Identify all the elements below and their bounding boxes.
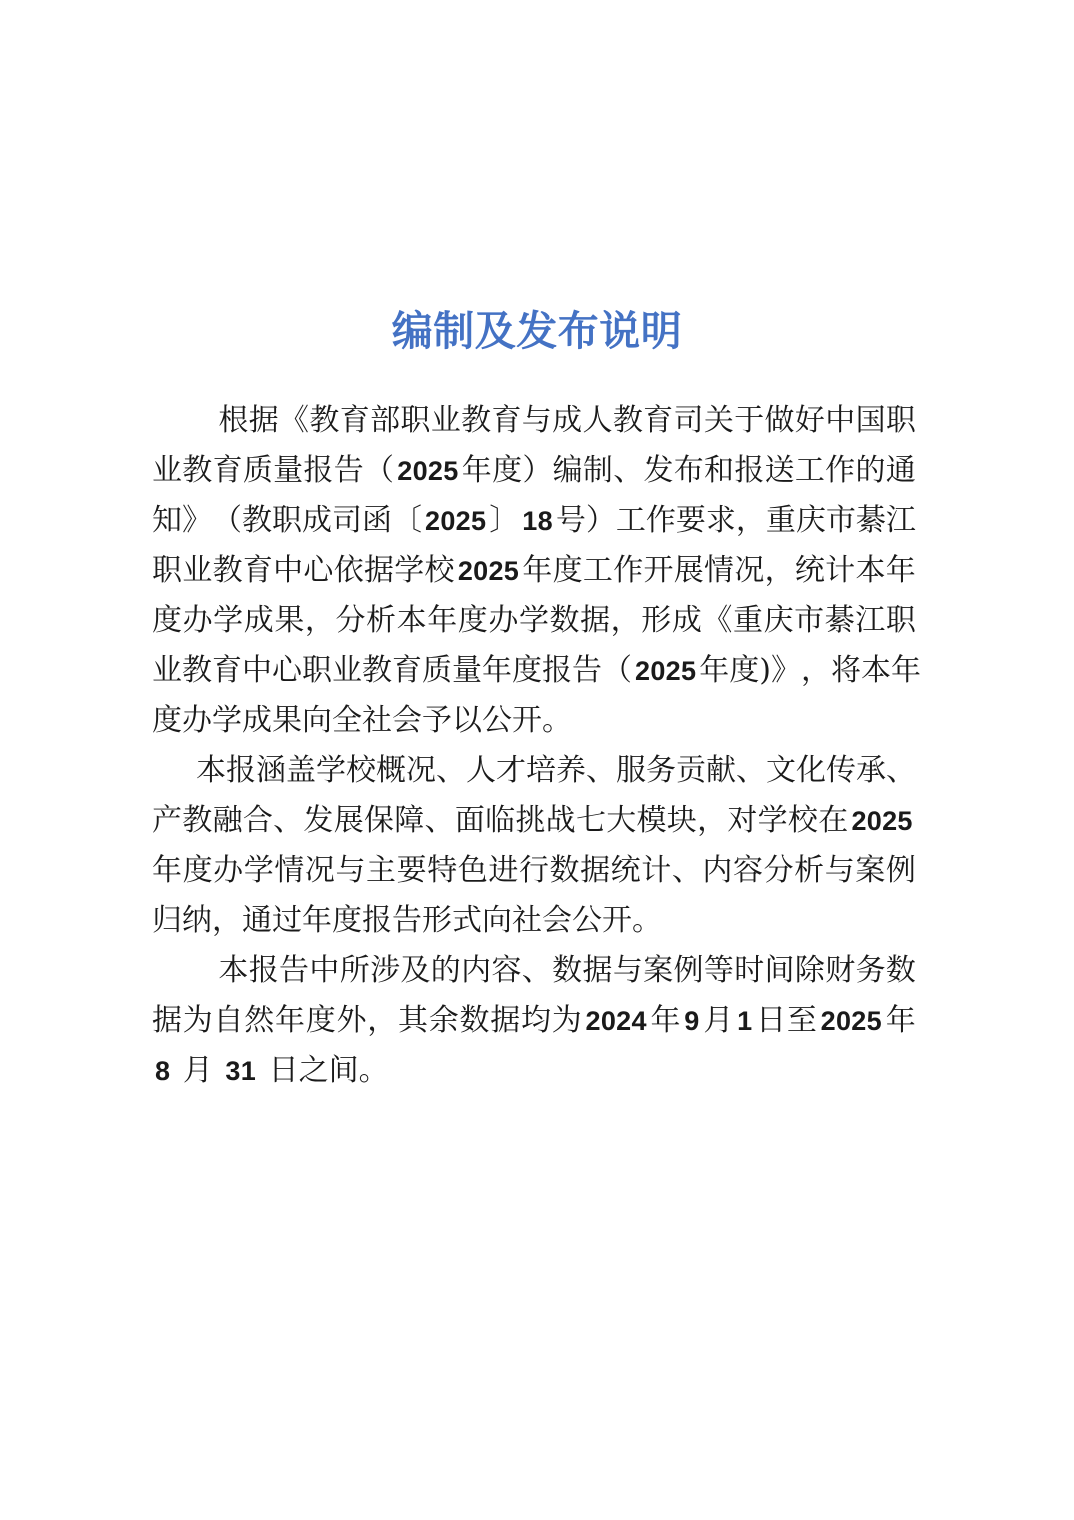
glyph: 传 — [826, 753, 856, 788]
glyph: 才 — [496, 753, 526, 788]
glyph: 报 — [303, 453, 334, 488]
glyph: 业 — [152, 453, 182, 488]
glyph: 好 — [794, 403, 825, 438]
glyph: 余 — [428, 1003, 459, 1038]
text-line — [152, 796, 916, 846]
glyph: 学 — [757, 803, 788, 838]
glyph: 职 — [152, 553, 182, 588]
glyph: 《 — [279, 403, 310, 438]
glyph: 对 — [727, 803, 758, 838]
glyph: 案 — [643, 953, 674, 988]
glyph: 依 — [333, 553, 364, 588]
glyph: 七 — [575, 803, 606, 838]
glyph: 务 — [855, 953, 886, 988]
text-line: 归纳，通过年度报告形式向社会公开。 — [152, 903, 662, 938]
glyph: 庆 — [763, 603, 794, 638]
glyph: 例 — [885, 853, 916, 888]
glyph: 度 — [552, 553, 583, 588]
glyph: 学 — [394, 553, 425, 588]
glyph: 教 — [212, 553, 243, 588]
glyph: 融 — [212, 803, 243, 838]
glyph: 与 — [521, 403, 552, 438]
glyph: 据 — [580, 603, 611, 638]
glyph: 均 — [521, 1003, 551, 1038]
glyph: 月 — [703, 1003, 734, 1038]
numeric-value: 2025 — [820, 1006, 882, 1036]
glyph: 告 — [572, 653, 602, 688]
glyph: 心 — [272, 653, 302, 688]
glyph: 职 — [885, 603, 916, 638]
glyph: 求 — [705, 503, 736, 538]
glyph: 等 — [703, 953, 734, 988]
glyph: 然 — [244, 1003, 275, 1038]
glyph: 计 — [825, 553, 856, 588]
glyph: 作 — [613, 553, 644, 588]
glyph: 市 — [794, 603, 825, 638]
paragraph-indent — [152, 746, 196, 796]
glyph: 大 — [606, 803, 637, 838]
glyph: 人 — [582, 403, 613, 438]
glyph: 编 — [552, 453, 583, 488]
glyph: 年 — [699, 653, 730, 688]
glyph: 职 — [272, 503, 302, 538]
glyph: 报 — [248, 953, 279, 988]
glyph: 情 — [274, 853, 305, 888]
glyph: 特 — [427, 853, 458, 888]
glyph: 务 — [646, 753, 676, 788]
glyph: ， — [367, 1003, 398, 1038]
numeric-value: 2025 — [397, 456, 459, 486]
text-line — [152, 496, 916, 546]
glyph: （ — [212, 503, 242, 538]
glyph: 案 — [855, 853, 886, 888]
page-title: 编制及发布说明 — [391, 307, 683, 356]
glyph: 年 — [482, 653, 512, 688]
text-line — [152, 996, 916, 1046]
glyph: 日 — [756, 1003, 787, 1038]
glyph: 为 — [551, 1003, 582, 1038]
glyph: 将 — [830, 653, 861, 688]
glyph: 献 — [706, 753, 736, 788]
glyph: 〔 — [392, 503, 422, 538]
glyph: 成 — [552, 403, 583, 438]
glyph: 数 — [885, 953, 916, 988]
glyph: 中 — [309, 953, 340, 988]
text-line — [152, 546, 916, 596]
glyph: 与 — [824, 853, 855, 888]
text-line — [152, 446, 916, 496]
glyph: 数 — [459, 1003, 490, 1038]
glyph: 战 — [545, 803, 576, 838]
glyph: 养 — [556, 753, 586, 788]
glyph: 与 — [335, 853, 366, 888]
glyph: 根 — [218, 403, 249, 438]
glyph: 司 — [673, 403, 704, 438]
glyph: 发 — [643, 453, 674, 488]
glyph: 重 — [765, 503, 796, 538]
glyph: 》 — [182, 503, 212, 538]
glyph: 年 — [522, 553, 553, 588]
glyph: 挑 — [515, 803, 546, 838]
glyph: 展 — [333, 803, 364, 838]
glyph: 要 — [675, 503, 706, 538]
glyph: 办 — [213, 853, 244, 888]
glyph: 外 — [336, 1003, 367, 1038]
glyph: 度 — [492, 453, 523, 488]
glyph: 办 — [488, 603, 519, 638]
text-line: 度办学成果向全社会予以公开。 — [152, 703, 572, 738]
glyph: 江 — [855, 603, 886, 638]
glyph: 心 — [303, 553, 334, 588]
glyph: 年 — [890, 653, 921, 688]
glyph: 涉 — [370, 953, 401, 988]
glyph: 、 — [736, 753, 766, 788]
glyph: 文 — [766, 753, 796, 788]
text-line — [152, 646, 921, 696]
glyph: 重 — [732, 603, 763, 638]
glyph: 年 — [152, 853, 182, 888]
glyph: 报 — [226, 753, 256, 788]
glyph: 和 — [704, 453, 735, 488]
document-body — [152, 396, 921, 1096]
glyph: 面 — [454, 803, 485, 838]
glyph: 工 — [615, 503, 646, 538]
glyph: 教 — [362, 653, 392, 688]
glyph: 于 — [734, 403, 765, 438]
numeric-value: 18 — [522, 506, 553, 536]
glyph: 校 — [787, 803, 818, 838]
glyph: 学 — [316, 753, 346, 788]
glyph: 学 — [213, 603, 244, 638]
glyph: 职 — [885, 403, 916, 438]
glyph: 度 — [182, 853, 213, 888]
glyph: 时 — [734, 953, 765, 988]
text-line — [152, 946, 916, 996]
glyph: （ — [363, 453, 394, 488]
glyph: 主 — [366, 853, 397, 888]
glyph: 贡 — [676, 753, 706, 788]
numeric-value: 9 — [684, 1006, 700, 1036]
glyph: 号 — [555, 503, 586, 538]
glyph: 部 — [370, 403, 401, 438]
glyph: 产 — [152, 803, 182, 838]
glyph: 育 — [491, 403, 522, 438]
glyph: 〕 — [489, 503, 520, 538]
glyph: 据 — [152, 1003, 182, 1038]
glyph: 分 — [763, 853, 794, 888]
glyph: 、 — [424, 803, 455, 838]
glyph: 本 — [396, 603, 427, 638]
glyph: 教 — [612, 403, 643, 438]
glyph: 涵 — [256, 753, 286, 788]
glyph: （ — [602, 653, 632, 688]
glyph: ， — [697, 803, 728, 838]
glyph: 数 — [549, 853, 580, 888]
glyph: 度 — [457, 603, 488, 638]
glyph: 化 — [796, 753, 826, 788]
glyph: 计 — [641, 853, 672, 888]
glyph: 析 — [794, 853, 825, 888]
glyph: 服 — [616, 753, 646, 788]
glyph: 本 — [855, 553, 886, 588]
glyph: 司 — [332, 503, 362, 538]
glyph: 关 — [703, 403, 734, 438]
glyph: 模 — [636, 803, 667, 838]
glyph: 工 — [794, 453, 825, 488]
glyph: 据 — [580, 853, 611, 888]
glyph: ， — [764, 553, 795, 588]
glyph: 年 — [885, 553, 916, 588]
glyph: 成 — [243, 603, 274, 638]
glyph: 合 — [242, 803, 273, 838]
glyph: 中 — [825, 403, 856, 438]
glyph: 为 — [182, 1003, 213, 1038]
glyph: 函 — [362, 503, 392, 538]
glyph: 度 — [152, 603, 182, 638]
glyph: 至 — [786, 1003, 817, 1038]
glyph: 育 — [339, 403, 370, 438]
glyph: 所 — [339, 953, 370, 988]
glyph: 内 — [702, 853, 733, 888]
glyph: ） — [522, 453, 553, 488]
glyph: 、 — [671, 853, 702, 888]
glyph: 据 — [582, 953, 613, 988]
glyph: 其 — [398, 1003, 428, 1038]
glyph: 度 — [305, 1003, 336, 1038]
glyph: 统 — [610, 853, 641, 888]
glyph: 育 — [643, 403, 674, 438]
glyph: 綦 — [824, 603, 855, 638]
glyph: 障 — [394, 803, 425, 838]
glyph: 例 — [673, 953, 704, 988]
glyph: 在 — [818, 803, 849, 838]
numeric-value: 31 — [225, 1056, 257, 1086]
glyph: 要 — [396, 853, 427, 888]
glyph: 的 — [855, 453, 886, 488]
glyph: 果 — [274, 603, 305, 638]
glyph: 统 — [794, 553, 825, 588]
glyph: 形 — [641, 603, 672, 638]
glyph: 教 — [242, 503, 272, 538]
glyph: 知 — [152, 503, 182, 538]
glyph: 年 — [427, 603, 458, 638]
paragraph-1 — [152, 396, 921, 746]
glyph: 承 — [856, 753, 886, 788]
glyph: 本 — [196, 753, 226, 788]
glyph: 块 — [666, 803, 697, 838]
glyph: 江 — [885, 503, 916, 538]
glyph: 况 — [406, 753, 436, 788]
glyph: 育 — [212, 653, 242, 688]
glyph: 年 — [885, 1003, 916, 1038]
glyph: 进 — [488, 853, 519, 888]
glyph: 綦 — [855, 503, 886, 538]
glyph: 校 — [346, 753, 376, 788]
numeric-value: 8 — [155, 1056, 171, 1086]
glyph: 成 — [302, 503, 332, 538]
text-line: 8 月 31 日之间。 — [152, 1046, 916, 1096]
text-line — [152, 596, 916, 646]
glyph: 教 — [309, 403, 340, 438]
glyph: 、 — [273, 803, 304, 838]
glyph: 本 — [860, 653, 891, 688]
glyph: 庆 — [795, 503, 826, 538]
glyph: 市 — [825, 503, 856, 538]
glyph: 学 — [518, 603, 549, 638]
glyph: ， — [735, 503, 766, 538]
glyph: 教 — [182, 453, 213, 488]
glyph: ， — [800, 653, 831, 688]
glyph: 量 — [452, 653, 482, 688]
glyph: 、 — [521, 953, 552, 988]
paragraph-indent — [152, 396, 218, 446]
glyph: 质 — [422, 653, 452, 688]
glyph: 教 — [182, 653, 212, 688]
glyph: ， — [304, 603, 335, 638]
glyph: 通 — [885, 453, 916, 488]
glyph: 教 — [461, 403, 492, 438]
glyph: 质 — [242, 453, 273, 488]
glyph: 临 — [485, 803, 516, 838]
glyph: 本 — [218, 953, 249, 988]
glyph: 成 — [671, 603, 702, 638]
text-line — [152, 746, 916, 796]
glyph: 告 — [333, 453, 364, 488]
glyph: 度 — [512, 653, 542, 688]
glyph: ， — [610, 603, 641, 638]
glyph: 育 — [242, 553, 273, 588]
glyph: 况 — [304, 853, 335, 888]
glyph: 做 — [764, 403, 795, 438]
glyph: 发 — [303, 803, 334, 838]
text-line — [152, 846, 916, 896]
glyph: 办 — [182, 603, 213, 638]
glyph: 色 — [457, 853, 488, 888]
glyph: 业 — [152, 653, 182, 688]
glyph: 开 — [643, 553, 674, 588]
glyph: 据 — [363, 553, 394, 588]
glyph: 制 — [582, 453, 613, 488]
glyph: 情 — [704, 553, 735, 588]
glyph: 中 — [242, 653, 272, 688]
numeric-value: 2024 — [585, 1006, 647, 1036]
glyph: 业 — [182, 553, 213, 588]
glyph: 保 — [363, 803, 394, 838]
glyph: 校 — [424, 553, 455, 588]
glyph: 自 — [213, 1003, 244, 1038]
glyph: 《 — [702, 603, 733, 638]
glyph: 业 — [332, 653, 362, 688]
glyph: 报 — [734, 453, 765, 488]
glyph: 、 — [886, 753, 916, 788]
glyph: 行 — [518, 853, 549, 888]
glyph: 业 — [430, 403, 461, 438]
glyph: 年 — [461, 453, 492, 488]
glyph: 培 — [526, 753, 556, 788]
glyph: 数 — [549, 603, 580, 638]
numeric-value: 1 — [737, 1006, 753, 1036]
paragraph-3 — [152, 946, 916, 1096]
glyph: 告 — [279, 953, 310, 988]
glyph: 量 — [273, 453, 304, 488]
glyph: 分 — [335, 603, 366, 638]
glyph: 、 — [613, 453, 644, 488]
glyph: 报 — [542, 653, 572, 688]
glyph: 年 — [275, 1003, 305, 1038]
glyph: 内 — [461, 953, 492, 988]
glyph: 据 — [490, 1003, 521, 1038]
paragraph-2 — [152, 746, 916, 946]
glyph: 与 — [612, 953, 643, 988]
glyph: 国 — [855, 403, 886, 438]
glyph: 中 — [273, 553, 304, 588]
glyph: 工 — [582, 553, 613, 588]
glyph: 、 — [436, 753, 466, 788]
glyph: 容 — [732, 853, 763, 888]
glyph: 除 — [794, 953, 825, 988]
glyph: 盖 — [286, 753, 316, 788]
glyph: 间 — [764, 953, 795, 988]
glyph: 学 — [243, 853, 274, 888]
glyph: 容 — [491, 953, 522, 988]
glyph: 财 — [825, 953, 856, 988]
glyph: 作 — [825, 453, 856, 488]
glyph: 析 — [366, 603, 397, 638]
glyph: 布 — [673, 453, 704, 488]
glyph: 展 — [673, 553, 704, 588]
glyph: 人 — [466, 753, 496, 788]
glyph: 的 — [430, 953, 461, 988]
glyph: 概 — [376, 753, 406, 788]
glyph: 教 — [182, 803, 213, 838]
glyph: 数 — [552, 953, 583, 988]
text-line — [152, 396, 916, 446]
glyph: 作 — [645, 503, 676, 538]
glyph: ） — [585, 503, 616, 538]
numeric-value: 2025 — [851, 806, 913, 836]
paragraph-indent — [152, 946, 218, 996]
numeric-value: 2025 — [635, 656, 697, 686]
numeric-value: 2025 — [425, 506, 487, 536]
glyph: 据 — [248, 403, 279, 438]
glyph: 况 — [734, 553, 765, 588]
glyph: 》 — [770, 653, 801, 688]
glyph: 及 — [400, 953, 431, 988]
glyph: 职 — [302, 653, 332, 688]
glyph: ) — [759, 653, 771, 688]
glyph: 育 — [212, 453, 243, 488]
glyph: 送 — [764, 453, 795, 488]
numeric-value: 2025 — [457, 556, 520, 586]
glyph: 育 — [392, 653, 422, 688]
glyph: 度 — [729, 653, 760, 688]
glyph: 职 — [400, 403, 431, 438]
glyph: 年 — [650, 1003, 681, 1038]
glyph: 、 — [586, 753, 616, 788]
